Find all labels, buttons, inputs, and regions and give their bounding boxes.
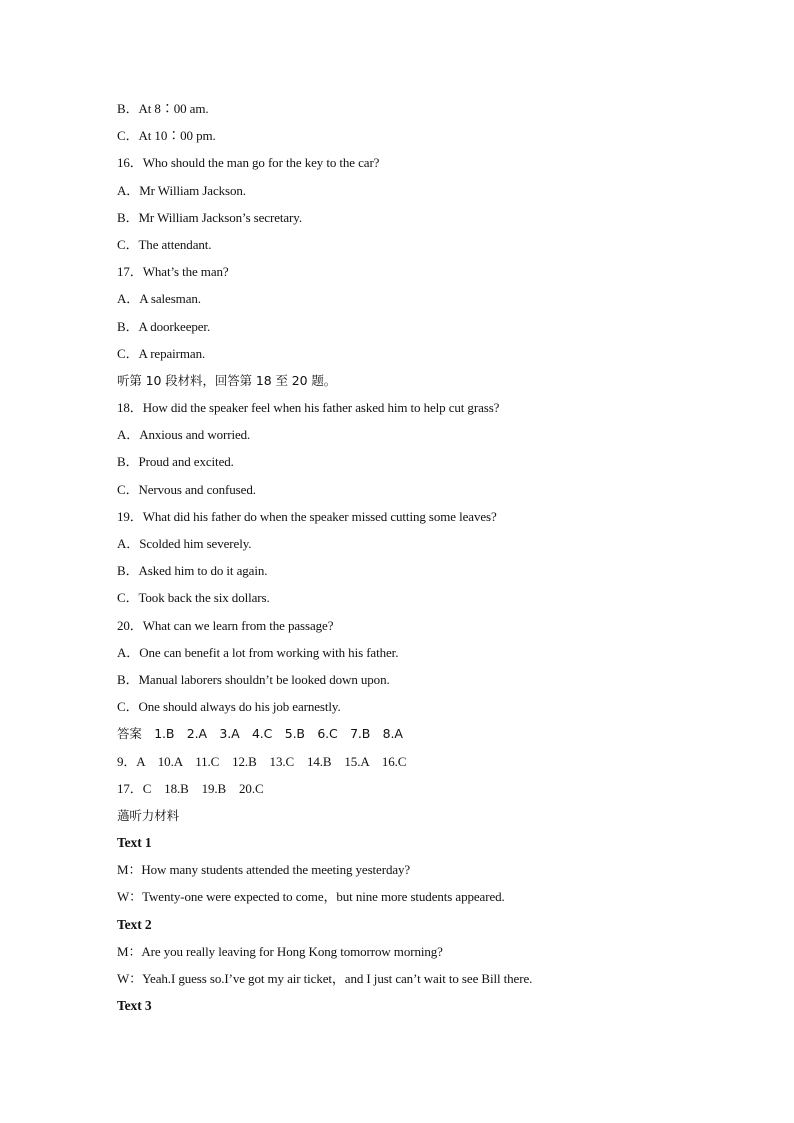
text-2-line-m: M：Are you really leaving for Hong Kong tomorrow morning? [117, 943, 443, 959]
question-16: 16．Who should the man go for the key to the car? [117, 155, 380, 171]
option-16c: C．The attendant. [117, 236, 212, 252]
option-20b: B．Manual laborers shouldn’t be looked down upon. [117, 671, 390, 687]
option-17b: B．A doorkeeper. [117, 318, 211, 334]
option-18b: B．Proud and excited. [117, 454, 234, 470]
answer-key-line-1: 答案 1.B 2.A 3.A 4.C 5.B 6.C 7.B 8.A [117, 726, 403, 742]
text-3-heading: Text 3 [117, 998, 152, 1014]
option-17c: C．A repairman. [117, 345, 206, 361]
question-17: 17．What’s the man? [117, 264, 229, 280]
document-page [117, 95, 717, 1019]
section-instruction: 听第 10 段材料，回答第 18 至 20 题。 [117, 372, 337, 388]
question-20: 20．What can we learn from the passage? [117, 617, 334, 633]
text-1-line-w: W：Twenty-one were expected to come，but nine more students appeared. [117, 889, 505, 905]
transcript-heading: 薖听力材料 [117, 807, 180, 823]
option-16b: B．Mr William Jackson’s secretary. [117, 209, 302, 225]
question-19: 19．What did his father do when the speaker missed cutting some leaves? [117, 508, 497, 524]
answer-key-line-3: 17．C 18.B 19.B 20.C [117, 780, 264, 796]
option-15c: C．At 10∶00 pm. [117, 128, 216, 144]
option-19c: C．Took back the six dollars. [117, 590, 270, 606]
option-19b: B．Asked him to do it again. [117, 563, 268, 579]
option-15b: B．At 8∶00 am. [117, 101, 209, 116]
option-18c: C．Nervous and confused. [117, 481, 256, 497]
option-16a: A．Mr William Jackson. [117, 182, 246, 198]
option-18a: A．Anxious and worried. [117, 427, 251, 443]
answer-key-line-2: 9．A 10.A 11.C 12.B 13.C 14.B 15.A 16.C [117, 753, 407, 769]
option-20c: C．One should always do his job earnestly. [117, 699, 341, 715]
option-19a: A．Scolded him severely. [117, 536, 252, 551]
text-1-line-m: M：How many students attended the meeting yesterday? [117, 862, 411, 878]
text-2-heading: Text 2 [117, 916, 152, 932]
text-2-line-w: W：Yeah.I guess so.I’ve got my air ticket，and I just can’t wait to see Bill there. [117, 971, 533, 986]
text-1-heading: Text 1 [117, 835, 152, 851]
option-17a: A．A salesman. [117, 291, 201, 307]
option-20a: A．One can benefit a lot from working with his father. [117, 644, 399, 660]
question-18: 18．How did the speaker feel when his father asked him to help cut grass? [117, 400, 500, 416]
